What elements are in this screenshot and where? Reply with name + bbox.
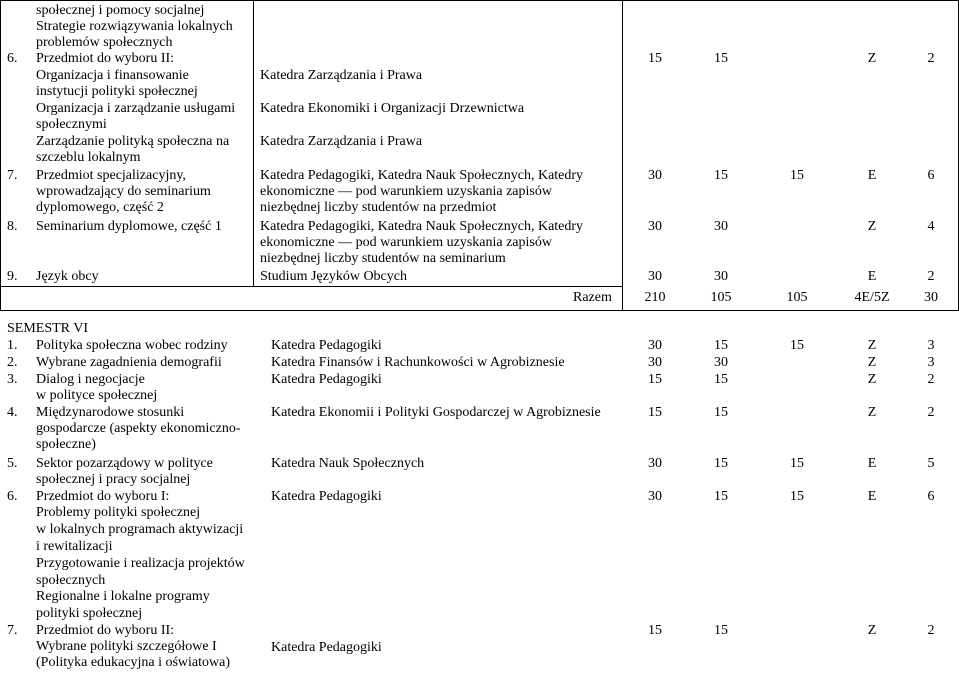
department-line: Katedra Nauk Społecznych — [271, 456, 425, 471]
hours-value: 30 — [714, 269, 728, 284]
course-name-line: społecznej i pracy socjalnej — [36, 472, 191, 487]
table-border-top — [0, 0, 959, 1]
course-name-line: Sektor pozarządowy w polityce — [36, 456, 213, 471]
department-line: niezbędnej liczby studentów na seminarium — [260, 251, 506, 266]
course-name-line: Strategie rozwiązywania lokalnych — [36, 19, 233, 34]
row-number: 9. — [7, 269, 18, 284]
ects-value: 6 — [927, 489, 935, 504]
course-name-line: Przedmiot do wyboru II: — [36, 51, 175, 66]
course-name-line: w lokalnych programach aktywizacji — [36, 522, 244, 537]
exam-type: E — [867, 456, 877, 471]
exam-type: E — [867, 269, 877, 284]
hours-value: 15 — [648, 405, 662, 420]
department-line: Katedra Pedagogiki, Katedra Nauk Społecznych, Katedry — [260, 168, 584, 183]
ects-value: 2 — [927, 372, 935, 387]
col-border — [0, 0, 1, 310]
hours-value: 30 — [714, 355, 728, 370]
course-name-line: Organizacja i zarządzanie usługami — [36, 101, 236, 116]
department-line: Katedra Pedagogiki — [271, 372, 382, 387]
course-name-line: gospodarcze (aspekty ekonomiczno- — [36, 421, 241, 436]
course-name-line: instytucji polityki społecznej — [36, 84, 198, 99]
hours-value: 30 — [714, 219, 728, 234]
hours-value: 15 — [714, 168, 728, 183]
course-name-line: Język obcy — [36, 269, 99, 284]
exam-type: E — [867, 168, 877, 183]
course-name-line: Przedmiot specjalizacyjny, — [36, 168, 186, 183]
total-value: 30 — [924, 290, 938, 305]
course-name-line: Organizacja i finansowanie — [36, 68, 189, 83]
hours-value: 15 — [648, 372, 662, 387]
course-name-line: Zarządzanie polityką społeczna na — [36, 134, 230, 149]
total-label: Razem — [573, 290, 612, 305]
course-name-line: szczeblu lokalnym — [36, 150, 141, 165]
total-value: 210 — [644, 290, 666, 305]
course-name-line: Polityka społeczna wobec rodziny — [36, 338, 228, 353]
row-number: 1. — [7, 338, 18, 353]
hours-value: 15 — [648, 623, 662, 638]
department-line: ekonomiczne — pod warunkiem uzyskania zapisów — [260, 184, 552, 199]
row-number: 2. — [7, 355, 18, 370]
hours-value: 30 — [648, 355, 662, 370]
table-border-bottom — [0, 310, 959, 311]
course-name-line: i rewitalizacji — [36, 539, 113, 554]
row-divider — [0, 286, 622, 287]
col-border — [253, 0, 254, 286]
course-name-line: Międzynarodowe stosunki — [36, 405, 185, 420]
department-line: Katedra Finansów i Rachunkowości w Agrobiznesie — [271, 355, 565, 370]
department-line: Katedra Zarządzania i Prawa — [260, 68, 423, 83]
department-line: Katedra Pedagogiki — [271, 640, 382, 655]
semester-title: SEMESTR VI — [7, 321, 89, 336]
department-line: Katedra Ekonomii i Polityki Gospodarczej w Agrobiznesie — [271, 405, 601, 420]
total-value: 105 — [786, 290, 808, 305]
course-name-line: Przedmiot do wyboru I: — [36, 489, 170, 504]
ects-value: 2 — [927, 405, 935, 420]
department-line: Katedra Zarządzania i Prawa — [260, 134, 423, 149]
hours-value: 15 — [714, 489, 728, 504]
hours-value: 15 — [790, 456, 804, 471]
department-line: Katedra Pedagogiki — [271, 489, 382, 504]
course-name-line: społecznej i pomocy socjalnej — [36, 3, 205, 18]
row-number: 3. — [7, 372, 18, 387]
row-number: 8. — [7, 219, 18, 234]
ects-value: 3 — [927, 338, 935, 353]
exam-type: Z — [867, 405, 877, 420]
hours-value: 30 — [648, 168, 662, 183]
hours-value: 15 — [714, 405, 728, 420]
course-name-line: Przygotowanie i realizacja projektów — [36, 556, 245, 571]
ects-value: 2 — [927, 623, 935, 638]
hours-value: 15 — [790, 338, 804, 353]
hours-value: 15 — [714, 623, 728, 638]
ects-value: 5 — [927, 456, 935, 471]
department-line: niezbędnej liczby studentów na przedmiot — [260, 200, 497, 215]
exam-type: Z — [867, 219, 877, 234]
course-name-line: Wybrane zagadnienia demografii — [36, 355, 222, 370]
hours-value: 15 — [714, 51, 728, 66]
course-name-line: Problemy polityki społecznej — [36, 505, 201, 520]
hours-value: 30 — [648, 489, 662, 504]
hours-value: 30 — [648, 219, 662, 234]
ects-value: 3 — [927, 355, 935, 370]
course-name-line: polityki społecznej — [36, 606, 143, 621]
course-name-line: Przedmiot do wyboru II: — [36, 623, 175, 638]
total-value: 4E/5Z — [854, 290, 890, 305]
course-name-line: społeczne) — [36, 437, 96, 452]
course-name-line: dyplomowego, część 2 — [36, 200, 164, 215]
hours-value: 30 — [648, 456, 662, 471]
course-name-line: (Polityka edukacyjna i oświatowa) — [36, 655, 231, 670]
row-number: 6. — [7, 489, 18, 504]
hours-value: 15 — [714, 338, 728, 353]
exam-type: E — [867, 489, 877, 504]
ects-value: 2 — [927, 269, 935, 284]
course-name-line: Regionalne i lokalne programy — [36, 589, 210, 604]
row-number: 7. — [7, 623, 18, 638]
hours-value: 30 — [648, 269, 662, 284]
course-name-line: Dialog i negocjacje — [36, 372, 145, 387]
ects-value: 6 — [927, 168, 935, 183]
ects-value: 4 — [927, 219, 935, 234]
department-line: Katedra Ekonomiki i Organizacji Drzewnictwa — [260, 101, 525, 116]
course-name-line: Wybrane polityki szczegółowe I — [36, 639, 217, 654]
course-name-line: społecznymi — [36, 117, 107, 132]
exam-type: Z — [867, 338, 877, 353]
course-name-line: wprowadzający do seminarium — [36, 184, 211, 199]
row-number: 7. — [7, 168, 18, 183]
row-number: 6. — [7, 51, 18, 66]
hours-value: 15 — [648, 51, 662, 66]
hours-value: 15 — [790, 489, 804, 504]
hours-value: 15 — [714, 456, 728, 471]
ects-value: 2 — [927, 51, 935, 66]
hours-value: 15 — [790, 168, 804, 183]
department-line: Studium Języków Obcych — [260, 269, 407, 284]
total-value: 105 — [710, 290, 732, 305]
department-line: Katedra Pedagogiki, Katedra Nauk Społecznych, Katedry — [260, 219, 584, 234]
hours-value: 15 — [714, 372, 728, 387]
department-line: ekonomiczne — pod warunkiem uzyskania zapisów — [260, 235, 552, 250]
col-border — [622, 0, 623, 310]
course-name-line: Seminarium dyplomowe, część 1 — [36, 219, 222, 234]
course-name-line: społecznych — [36, 573, 106, 588]
exam-type: Z — [867, 51, 877, 66]
exam-type: Z — [867, 355, 877, 370]
department-line: Katedra Pedagogiki — [271, 338, 382, 353]
exam-type: Z — [867, 623, 877, 638]
row-number: 4. — [7, 405, 18, 420]
course-name-line: w polityce społecznej — [36, 388, 158, 403]
exam-type: Z — [867, 372, 877, 387]
row-number: 5. — [7, 456, 18, 471]
course-name-line: problemów społecznych — [36, 35, 173, 50]
hours-value: 30 — [648, 338, 662, 353]
